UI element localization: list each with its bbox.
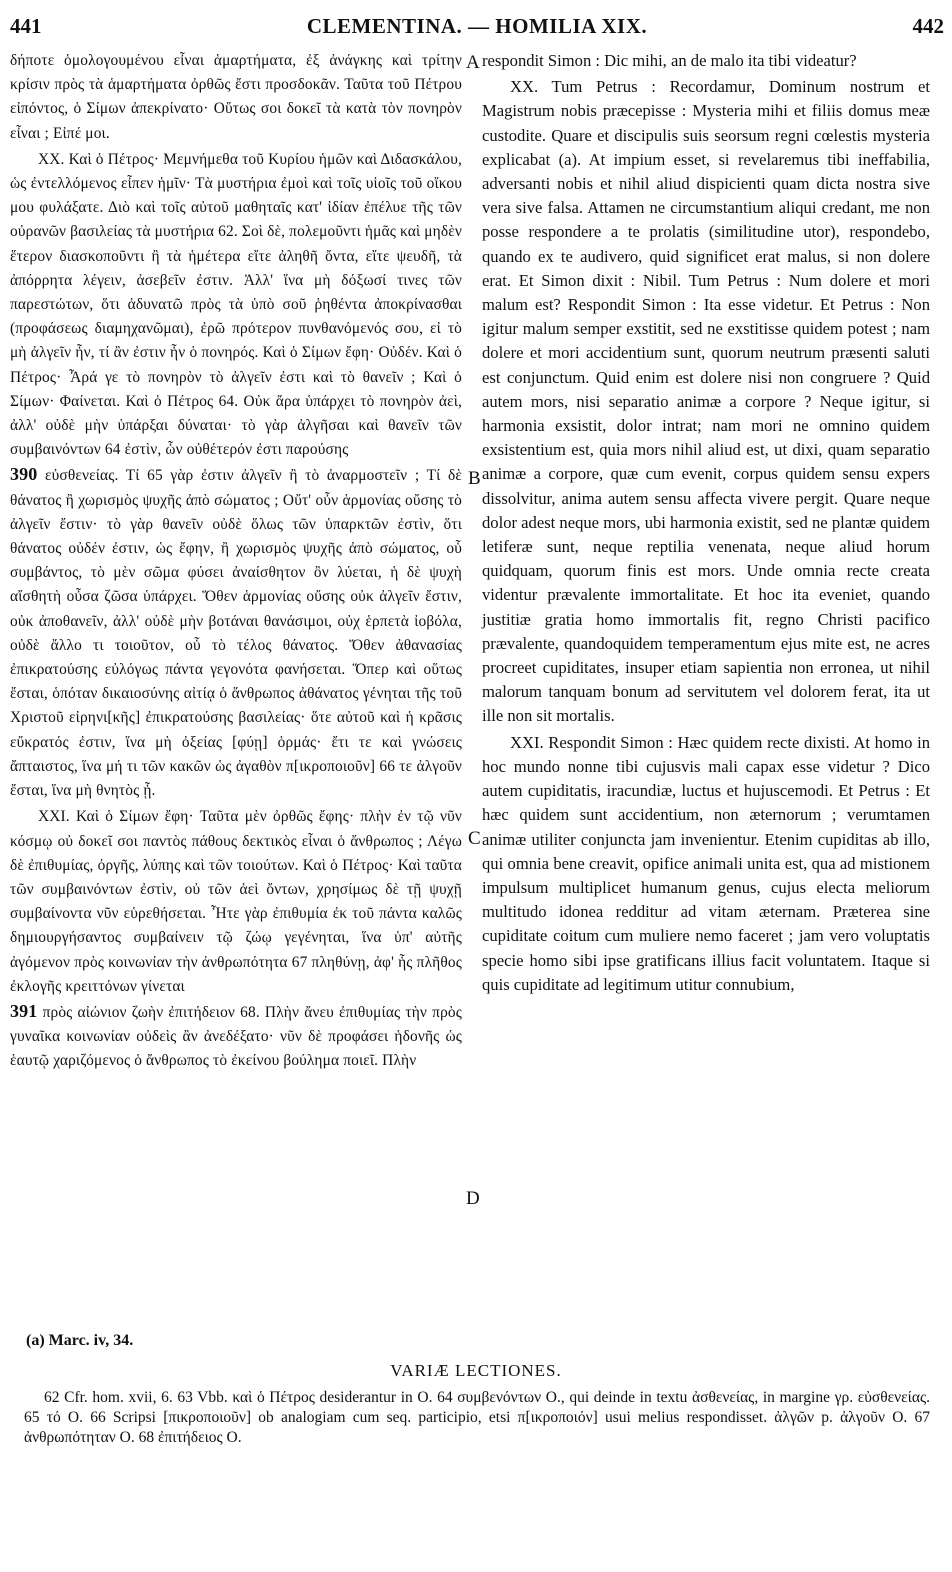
greek-section-xx: XX. Καὶ ὁ Πέτρος· Μεμνήμεθα τοῦ Κυρίου ἡμῶν καὶ Διδασκάλου, ὡς ἐντελλόμενος εἶπεν ἡμῖν· Τὰ μυστήρια ἐμοὶ καὶ τοῖς υἱοῖς τοῦ οἴκου μου φυλάξατε. Διὸ καὶ τοῖς αὐτοῦ μαθηταῖς κατ' ἰδίαν ἐπέλυε τῆς τῶν οὐρανῶν βασιλείας τὰ μυστήρια 62. Σοὶ δὲ, πολεμοῦντι ἡμᾶς καὶ μηδὲν ἕτερον διασκοποῦντι ἢ τὰ ἡμέτερα εἴτε ἀληθῆ ὄντα, εἴτε ψευδῆ, τὰ ἀπόρρητα λέγειν, ἀσεβεῖν ἐστιν. Ἀλλ' ἵνα μὴ δόξωσί τινες τῶν παρεστώτων, ὅτι ἀδυνατῶ πρὸς τὰ ὑπὸ σοῦ ῥηθέντα ἀποκρίνασθαι (προφάσεως διαμηχανῶμαι), ἐρῶ πρότερον πυνθανόμενός σου, εἰ τὸ μὴ ἀλγεῖν ἦν, τί ἂν ἐστιν ἦν ὁ πονηρός. Καὶ ὁ Σίμων ἔφη· Οὐδέν. Καὶ ὁ Πέτρος· Ἆρά γε τὸ πονηρὸν τὸ ἀλγεῖν ἐστι καὶ τὸ θανεῖν ; Καὶ ὁ Σίμων· Φαίνεται. Καὶ ὁ Πέτρος 64. Οὐκ ἄρα ὑπάρχει τὸ πονηρὸν ἀεὶ, ἀλλ' οὐδὲ μὴν ὑπάρξαι δύναται· τὸ γὰρ ἀλγῆσαι καὶ θανεῖν τῶν συμβαινόντων 64 ἐστὶν, ὧν οὐθέτερόν ἐστι παρούσης: [10, 150, 462, 459]
page-title: CLEMENTINA. — HOMILIA XIX.: [306, 14, 648, 38]
latin-section-xxi: XXI. Respondit Simon : Hæc quidem recte dixisti. At homo in hoc mundo nonne tibi cujusvis mali capax esse videtur ? Dico autem cupiditatis, iracundiæ, luctus et hujuscemodi. Et Petrus : Et hæc quidem sunt accidentium, non æternorum ; verumtamen animæ utiliter conjuncta jam invenientur. Etenim cupiditas ab illo, qui omnia bene creavit, opifice animali unita est, qua ad mistionem impulsum multiplicet humanum genus, cujus electa meliorum multitudo idonea redditur ad vitam æternam. Præterea sine cupiditate coitum cum muliere nemo faceret ; jam vero voluptatis specie homo sibi ipse gratificans illius facit voluntatem. Itaque si quis cupiditate ad legitimum utitur connubium,: [482, 732, 930, 994]
greek-section-xxi: XXI. Καὶ ὁ Σίμων ἔφη· Ταῦτα μὲν ὀρθῶς ἔφης· πλὴν ἐν τῷ νῦν κόσμῳ οὐ δοκεῖ σοι παντὸς πάθους δεκτικὸς εἶναι ὁ ἄνθρωπος ; Λέγω δὲ ἐπιθυμίας, ὀργῆς, λύπης καὶ τῶν τοιούτων. Καὶ ὁ Πέτρος· Καὶ ταῦτα τῶν συμβαινόντων ἐστὶν, οὐ τῶν ἀεὶ ὄντων, χρησίμως δὲ τῇ ψυχῇ συμβαίνοντα νῦν εὑρεθήσεται. Ἦτε γὰρ ἐπιθυμία ἐκ τοῦ πάντα καλῶς δημιουργήσαντος συμβαίνειν τῷ ζώῳ γεγένηται, ἵνα ὑπ' αὐτῆς ἀγόμενον πρὸς κοινωνίαν τὴν ἀνθρωπότητα 67 πληθύνῃ, ἀφ' ἧς πλῆθος ἐκλογῆς κρειττόνων γίνεται: [10, 808, 462, 995]
migne-column-marker-390: 390: [10, 464, 38, 485]
latin-column: [482, 49, 930, 997]
margin-letter-b: B: [468, 468, 481, 489]
greek-section-xx-text: εὐσθενείας. Τί 65 γὰρ ἐστιν ἀλγεῖν ἢ τὸ ἀναρμοστεῖν ; Τί δὲ θάνατος ἢ χωρισμὸς ψυχῆς ἀπὸ σώματος ; Οὔτ' οὖν ἁρμονίας οὔσης τὸ ἀλγεῖν ἔστιν· τὸ γὰρ θανεῖν οὐδὲ ὅλως τῶν ὑπαρκτῶν ἐστὶν, ὅτι θάνατος οὐδέν ἐστιν, ὡς ἔφην, ἢ χωρισμὸς ψυχῆς ἀπὸ σώματος, οὗ συμβάντος, τὸ μὲν σῶμα φύσει ἀναίσθητον ὂν λύεται, ἡ δὲ ψυχὴ αἴσθητὴ οὖσα ζῶσα ὑπάρχει. Ὅθεν ἁρμονίας οὔσης οὐκ ἀλγεῖν ἔστιν, οὐκ ἀποθανεῖν, ἀλλ' οὐδὲ μὴν βοτάναι θανάσιμοι, οὐχ ἑρπετὰ ἰοβόλα, οὐδὲ ἄλλο τι τοιοῦτον, οὗ τὸ τέλος θάνατος. Ὅθεν ἀθανασίας ἐπικρατούσης εὐλόγως πάντα γεγονότα φανήσεται. Ὅπερ καὶ οὕτως ἔσται, ὁπόταν δικαιοσύνης αἰτίᾳ ὁ ἄνθρωπος ἀθάνατος γένηται τῆς τοῦ Χριστοῦ εἰρηνι[κῆς] ἐπικρατούσης βασιλείας· ὅτε αὐτοῦ καὶ ἡ κρᾶσις εὔκρατός ἐστιν, ἵνα μὴ ὀξείας [φύῃ] ὁρμάς· ἔτι τε καὶ γνώσεις ἄπταιστος, ἵνα μή τι τῶν κακῶν ὡς ἀγαθὸν π[ικροποιοῦν] 66 τε ἀλγοῦν ἔσται, ἵνα μὴ θνητὸς ᾖ.: [10, 467, 462, 800]
variae-lectiones-text: 62 Cfr. hom. xvii, 6. 63 Vbb. καὶ ὁ Πέτρος desiderantur in O. 64 συμβενόντων O., qui deinde in textu ἀσθενείας, in margine γρ. εὐσθενείας. 65 τό O. 66 Scripsi [πικροποιοῦν] ob analogiam cum seq. participio, etsi π[ικροποιόν] usui melius respondisset. ἀλγῶν p. ἀλγοῦν O. 67 ἀνθρωπότηταν O. 68 ἐπιτήδειος O.: [24, 1389, 930, 1446]
page-number-right: 442: [912, 14, 944, 38]
greek-section-xx-continued: [10, 462, 462, 803]
page-number-left: 441: [10, 14, 42, 38]
latin-section-xx: XX. Tum Petrus : Recordamur, Dominum nostrum et Magistrum nobis præcepisse : Mysteria mihi et filiis domus meæ custodite. Quare et discipulis suis seorsum regni cœlestis mysteria explicabat (a). At impium esset, si revelaremus tibi ineffabilia, adversanti nobis et nihil aliud dispicienti quam dicta nostra sive vera sive falsa. Attamen ne circumstantium aliqui credant, me non posse respondere a te prolatis (similitudine utor), respondebo, quando ex te audivero, quid significet erat malus, si non dolere erat. Et Simon dixit : Nibil. Tum Petrus : Num dolere et mori malum est? Respondit Simon : Ita esse videtur. Et Petrus : Non igitur malum semper exstitit, sed ne exstitisse quidem potest ; nam dolere et mori accidentium sunt, quorum neutrum præsenti saluti est conjunctum. Quid enim est dolere nisi non congruere ? Quid autem mors, nisi separatio animæ a corpore ? Neque igitur, si harmonia exsistit, dolor intrat; nam mori ne omnino quidem exsistentium est, quia mors nihil aliud est, ut dixi, quam separatio animæ a corpore, quæ cum evenit, corpus quidem sensu expers dissolvitur, anima autem sensu affecta vivere pergit. Quare neque dolor adest neque mors, ubi harmonia existit, sed ne plantæ quidem letiferæ sunt, neque reptilia venenata, neque aliud horum quidquam, quorum finis est mors. Unde omnia recte creata videntur prævalente immortalitate. Et hoc ita eveniet, quando justitiæ gratia homo immortalis fit, regno Christi pacifico prævalente, quandoquidem temperamentum ejus mite est, ne acres procreet cupiditates, insuper etiam sapientia non erronea, ut nihil malorum tanquam bonum ad servitutem vel dolorem ferat, ita ut ille non sit mortalis.: [482, 77, 930, 726]
margin-letter-d: D: [466, 1188, 480, 1209]
migne-column-marker-391: 391: [10, 1000, 38, 1021]
greek-column: [10, 49, 462, 1074]
margin-letter-a: A: [466, 52, 480, 73]
greek-paragraph-1: δήποτε ὁμολογουμένου εἶναι ἁμαρτήματα, ἐξ ἀνάγκης καὶ τρίτην κρίσιν πρὸς τὰ ἁμαρτήματα ὀρθῶς ἔστι προσδοκᾶν. Ταῦτα τοῦ Πέτρου εἰπόντος, ὁ Σίμων ἀπεκρίνατο· Οὕτως σοι δοκεῖ τὰ κατὰ τὸν πονηρὸν εἶναι ; Εἰπέ μοι.: [10, 52, 462, 142]
greek-section-xxi-text: πρὸς αἰώνιον ζωὴν ἐπιτήδειον 68. Πλὴν ἄνευ ἐπιθυμίας τὴν πρὸς γυναῖκα κοινωνίαν οὐδεὶς ἂν ἀνεδέξατο· νῦν δὲ προφάσει ἡδονῆς ὡς ἑαυτῷ χαριζόμενος ὁ ἄνθρωπος τὸ ἐκείνου βούλημα ποιεῖ. Πλὴν: [10, 1003, 462, 1070]
greek-section-xxi-continued: [10, 999, 462, 1074]
variae-lectiones-heading: VARIÆ LECTIONES.: [390, 1361, 562, 1380]
margin-letter-c: C: [468, 828, 481, 849]
latin-paragraph-1: respondit Simon : Dic mihi, an de malo ita tibi videatur?: [482, 51, 857, 70]
footnote: (a) Marc. iv, 34.: [26, 1332, 134, 1349]
running-head: [10, 14, 944, 44]
